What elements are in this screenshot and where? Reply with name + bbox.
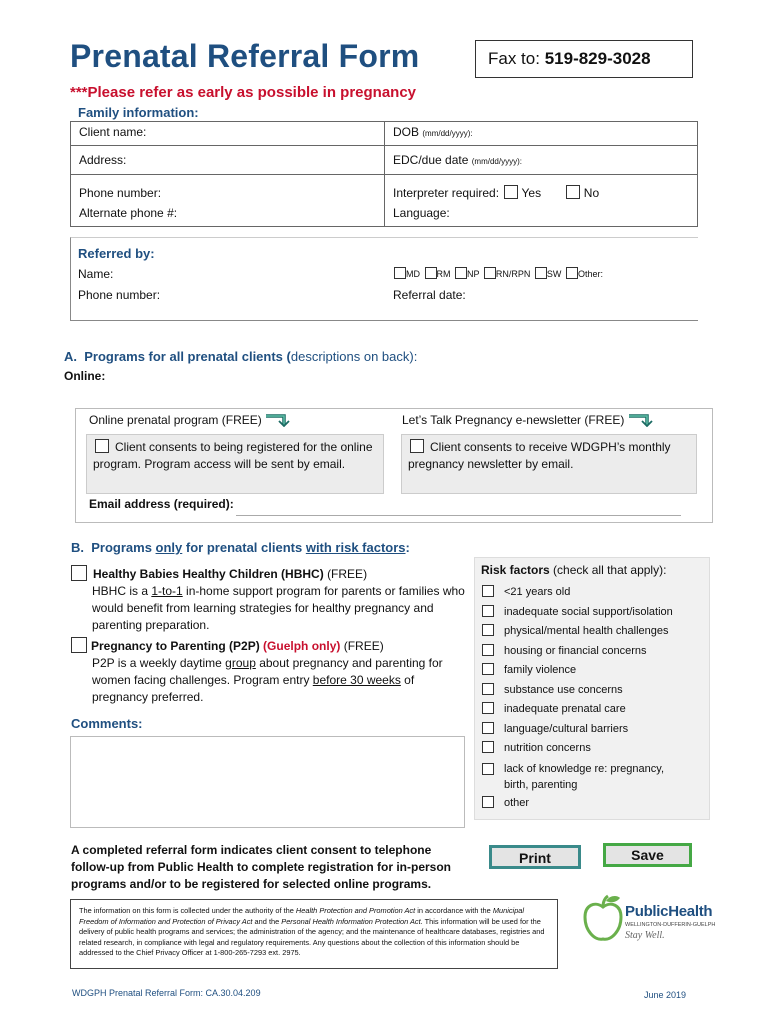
arrow-down-right-icon [265,413,291,427]
section-b-title-3: : [405,540,410,555]
role-other-label: Other: [577,269,603,279]
email-input[interactable] [236,514,681,516]
section-b-risk: with risk factors [305,540,406,555]
risk-checkbox-prenatal[interactable] [482,702,494,714]
risk-item [482,796,529,809]
risk-label-violence: family violence [504,664,577,676]
edc-field[interactable] [385,146,698,175]
alt-phone-label: Alternate phone #: [79,206,178,220]
risk-checkbox-substance[interactable] [482,683,494,695]
notice-text-1: The information on this form is collected under the authority of the [79,906,296,915]
risk-label-prenatal: inadequate prenatal care [504,703,626,715]
p2p-desc-group: group [225,656,256,670]
risk-label-health: physical/mental health challenges [504,625,669,637]
urgent-note: ***Please refer as early as possible in pregnancy [70,84,417,101]
hbhc-checkbox[interactable] [71,565,87,581]
newsletter-consent-text: Client consents to receive WDGPH’s monthly pregnancy newsletter by email. [408,440,671,471]
risk-item [482,624,669,637]
section-b-letter: B. [71,540,84,555]
hbhc-row [71,565,367,581]
hbhc-desc-1: HBHC is a [92,584,152,598]
fax-box [475,40,693,78]
risk-heading-note: (check all that apply): [553,563,667,577]
phone-label: Phone number: [79,186,162,200]
section-b-title-1: Programs [91,540,156,555]
online-label: Online: [64,369,106,383]
form-title: Prenatal Referral Form [70,38,420,74]
email-label: Email address (required): [89,497,234,511]
role-md-checkbox[interactable] [394,267,406,279]
interpreter-yes-checkbox[interactable] [504,185,518,199]
risk-label-age: <21 years old [504,586,571,598]
p2p-guelph: (Guelph only) [263,639,341,653]
dob-format: (mm/dd/yyyy): [422,129,473,138]
hbhc-desc-link: 1-to-1 [151,584,183,598]
risk-label-support: inadequate social support/isolation [504,606,673,618]
privacy-notice [70,899,558,969]
print-button[interactable]: Print [489,845,581,869]
dob-label: DOB [393,125,420,139]
online-program-consent-checkbox[interactable] [95,439,109,453]
fax-label: Fax to: [488,49,540,68]
notice-text-3: and the [252,916,282,926]
fax-number: 519-829-3028 [544,49,651,68]
dob-field[interactable] [385,122,698,146]
role-np-checkbox[interactable] [455,267,467,279]
logo-brand-health: Health [668,903,713,920]
online-program-label: Online prenatal program (FREE) [89,413,262,427]
footer-date: June 2019 [644,990,687,1000]
notice-act-2: Municipal Freedom of Information and Protection of Privacy Act [79,906,525,926]
risk-item [482,702,626,715]
risk-checkbox-knowledge[interactable] [482,763,494,775]
language-label: Language: [393,206,450,220]
referrer-phone-label: Phone number: [78,288,161,302]
logo-brand-public: Public [625,903,669,920]
interpreter-label: Interpreter required: [393,186,500,200]
p2p-desc-weeks: before 30 weeks [312,673,401,687]
online-program-consent [86,434,384,494]
family-heading: Family information: [78,105,199,120]
risk-item [482,741,591,754]
p2p-desc-1: P2P is a weekly daytime [92,656,226,670]
interpreter-yes-label: Yes [521,186,542,200]
public-health-logo [583,893,728,945]
client-name-label: Client name: [79,125,147,139]
risk-label-substance: substance use concerns [504,684,623,696]
p2p-desc-2: about pregnancy and parenting for women facing challenges. Program entry [92,656,443,687]
online-program-title [89,413,291,427]
role-rm-label: RM [436,269,451,279]
risk-checkbox-health[interactable] [482,624,494,636]
role-rn-label: RN/RPN [495,269,531,279]
role-np-label: NP [467,269,480,279]
role-sw-checkbox[interactable] [535,267,547,279]
risk-label-other: other [504,797,530,809]
p2p-row [71,637,384,653]
notice-text-2: in accordance with the [415,906,493,915]
interpreter-no-checkbox[interactable] [566,185,580,199]
risk-heading-label: Risk factors [481,563,550,577]
newsletter-consent [401,434,697,494]
comments-label: Comments: [71,716,143,731]
edc-format: (mm/dd/yyyy): [471,157,522,166]
role-md-label: MD [406,269,420,279]
newsletter-label: Let’s Talk Pregnancy e-newsletter (FREE) [402,413,625,427]
hbhc-desc-2: in-home support program for parents or families who would benefit from learning strategies for healthy pregnancy and parenting preparation. [92,584,465,632]
risk-item [482,644,646,657]
p2p-checkbox[interactable] [71,637,87,653]
role-rn-checkbox[interactable] [484,267,496,279]
risk-label-knowledge: lack of knowledge re: pregnancy, birth, parenting [504,763,664,791]
section-a-heading [64,349,417,364]
hbhc-title: Healthy Babies Healthy Children (HBHC) [93,567,324,581]
section-a-title: Programs for all prenatal clients ( [84,349,291,364]
risk-checkbox-violence[interactable] [482,663,494,675]
section-b-title-2: for prenatal clients [182,540,306,555]
referrer-name-label: Name: [78,267,114,281]
risk-item [482,683,623,696]
risk-checkbox-age[interactable] [482,585,494,597]
hbhc-free: (FREE) [327,567,368,581]
section-b-heading [71,540,410,555]
hbhc-description [92,583,466,634]
section-a-suffix: descriptions on back): [290,349,418,364]
arrow-down-right-icon [628,413,654,427]
save-button[interactable]: Save [603,843,692,867]
newsletter-consent-checkbox[interactable] [410,439,424,453]
risk-checkbox-support[interactable] [482,605,494,617]
consent-statement: A completed referral form indicates client consent to telephone follow-up from Public Health to complete registration for in-person programs and/or to be registered for selected online programs. [71,843,452,891]
section-a-letter: A. [64,349,77,364]
risk-checkbox-language[interactable] [482,722,494,734]
risk-item [482,585,570,598]
notice-text-4: . This information will be used for the delivery of public health programs and services; the administration of the agency; and the maintenance of healthcare databases, registries and related research, in compliance with legal and regulatory requirements. Any questions about the collection of this information should be addressed to the Chief Privacy Officer at 1-800-265-7293 ext. 2975. [79,916,545,958]
newsletter-title [402,413,654,427]
risk-label-housing: housing or financial concerns [504,645,647,657]
referral-date-label: Referral date: [393,288,466,302]
apple-logo-icon [583,893,623,945]
referrer-roles [394,267,603,279]
interpreter-no-label: No [583,186,600,200]
edc-label: EDC/due date [393,153,469,167]
logo-subtitle: WELLINGTON-DUFFERIN-GUELPH [625,922,716,928]
risk-label-nutrition: nutrition concerns [504,742,591,754]
p2p-description [92,655,462,706]
notice-act-1: Health Protection and Promotion Act [295,906,416,915]
risk-item [482,722,628,735]
risk-label-language: language/cultural barriers [504,723,629,735]
address-field[interactable] [71,146,385,175]
risk-checkbox-housing[interactable] [482,644,494,656]
risk-checkbox-nutrition[interactable] [482,741,494,753]
risk-item [482,761,682,793]
p2p-desc-3: of pregnancy preferred. [92,673,415,704]
online-program-consent-text: Client consents to being registered for the online program. Program access will be sent by email. [93,440,373,471]
role-sw-label: SW [546,269,562,279]
risk-item [482,663,576,676]
client-name-field[interactable] [71,122,385,146]
address-label: Address: [79,153,127,167]
role-other-checkbox[interactable] [566,267,578,279]
comments-textarea[interactable] [70,736,465,828]
referred-by-heading: Referred by: [78,246,155,261]
risk-item [482,605,673,618]
referred-by-box [70,237,698,321]
risk-factors-box [474,557,710,820]
role-rm-checkbox[interactable] [425,267,437,279]
risk-checkbox-other[interactable] [482,796,494,808]
p2p-free: (FREE) [343,639,384,653]
risk-factors-heading [481,563,666,577]
family-info-table [70,121,698,227]
logo-tagline: Stay Well. [625,930,665,941]
section-b-only: only [155,540,183,555]
p2p-title: Pregnancy to Parenting (P2P) [91,639,260,653]
notice-act-3: Personal Health Information Protection Act [281,916,421,926]
footer-form-id: WDGPH Prenatal Referral Form: CA.30.04.209 [72,988,261,998]
